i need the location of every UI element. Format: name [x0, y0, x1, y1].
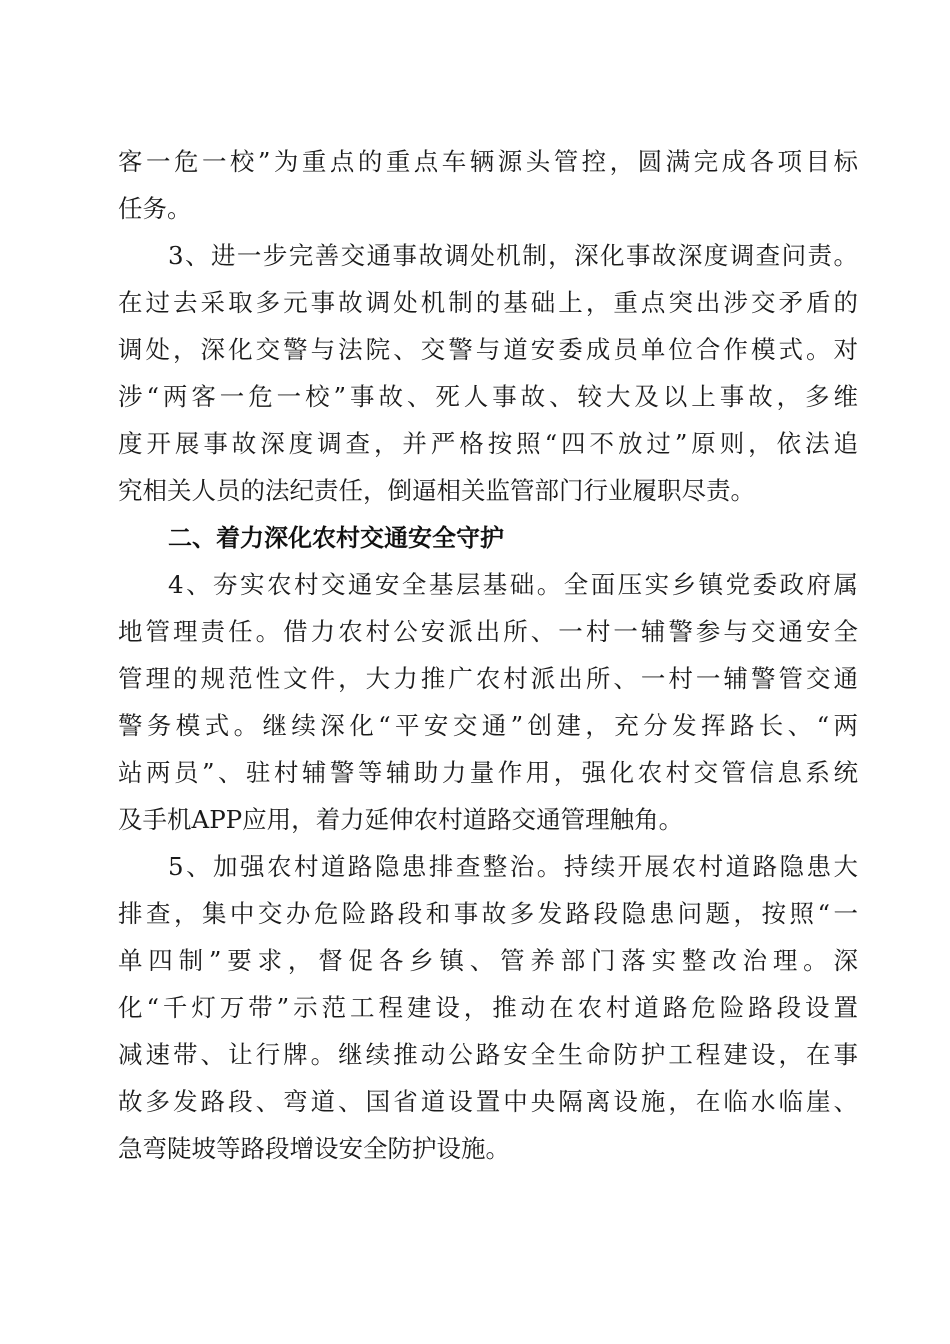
text-line: 调处，深化交警与法院、交警与道安委成员单位合作模式。对 [118, 335, 858, 364]
paragraph-first-line: 4、夯实农村交通安全基层基础。全面压实乡镇党委政府属 [168, 570, 858, 599]
text-line: 在过去采取多元事故调处机制的基础上，重点突出涉交矛盾的 [118, 288, 858, 317]
text-line: 警务模式。继续深化“平安交通”创建，充分发挥路长、“两 [118, 711, 858, 740]
text-line: 站两员”、驻村辅警等辅助力量作用，强化农村交管信息系统 [118, 758, 858, 787]
paragraph-first-line: 5、加强农村道路隐患排查整治。持续开展农村道路隐患大 [168, 852, 858, 881]
text-line: 究相关人员的法纪责任，倒逼相关监管部门行业履职尽责。 [118, 476, 755, 505]
text-line: 度开展事故深度调查，并严格按照“四不放过”原则，依法追 [118, 429, 858, 458]
text-line: 客一危一校”为重点的重点车辆源头管控，圆满完成各项目标 [118, 147, 858, 176]
text-line: 地管理责任。借力农村公安派出所、一村一辅警参与交通安全 [118, 617, 858, 646]
section-heading: 二、着力深化农村交通安全守护 [168, 524, 504, 552]
text-line: 管理的规范性文件，大力推广农村派出所、一村一辅警管交通 [118, 664, 858, 693]
text-line: 单四制”要求，督促各乡镇、管养部门落实整改治理。深 [118, 946, 858, 975]
text-line: 故多发路段、弯道、国省道设置中央隔离设施，在临水临崖、 [118, 1087, 858, 1116]
paragraph-first-line: 3、进一步完善交通事故调处机制，深化事故深度调查问责。 [168, 241, 858, 270]
text-line: 涉“两客一危一校”事故、死人事故、较大及以上事故，多维 [118, 382, 858, 411]
text-line: 排查，集中交办危险路段和事故多发路段隐患问题，按照“一 [118, 899, 858, 928]
text-line: 任务。 [118, 194, 192, 223]
text-line: 及手机APP应用，着力延伸农村道路交通管理触角。 [118, 805, 684, 834]
text-line: 化“千灯万带”示范工程建设，推动在农村道路危险路段设置 [118, 993, 858, 1022]
text-line: 急弯陡坡等路段增设安全防护设施。 [118, 1134, 510, 1163]
text-line: 减速带、让行牌。继续推动公路安全生命防护工程建设，在事 [118, 1040, 858, 1069]
